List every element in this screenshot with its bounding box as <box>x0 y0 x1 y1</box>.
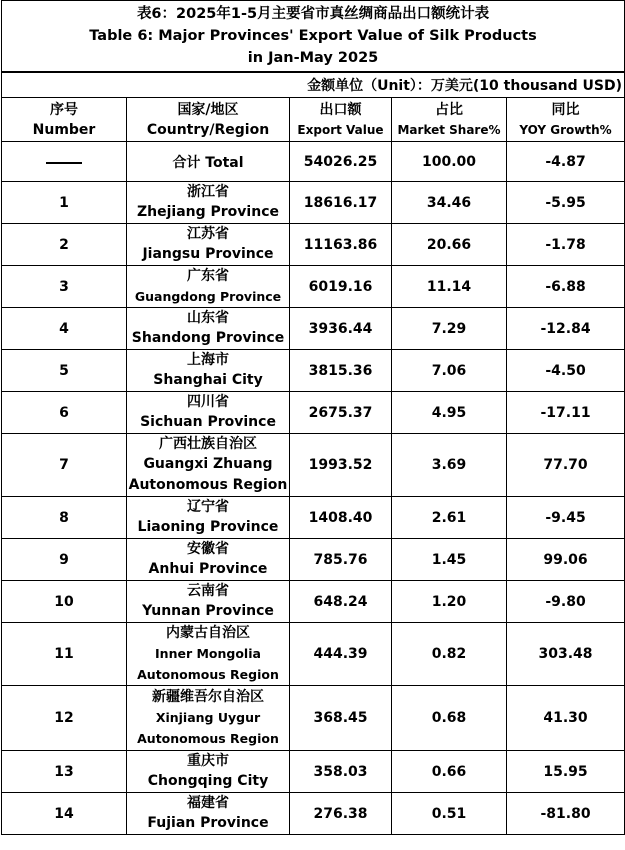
table-row <box>2 182 625 224</box>
table-row <box>2 751 625 793</box>
header-number: 序号 Number <box>2 98 127 142</box>
table-row <box>2 224 625 266</box>
row-region <box>127 686 290 751</box>
row-region <box>127 539 290 581</box>
row-region <box>127 266 290 308</box>
row-region <box>127 497 290 539</box>
row-region <box>127 581 290 623</box>
row-region <box>127 392 290 434</box>
row-number: 7 <box>2 434 127 497</box>
row-export-value: 1993.52 <box>290 434 392 497</box>
row-export-value: 3815.36 <box>290 350 392 392</box>
table-row <box>2 266 625 308</box>
row-export-value: 11163.86 <box>290 224 392 266</box>
region-en: Xinjiang Uygur <box>155 710 261 725</box>
region-zh: 福建省 <box>187 795 229 811</box>
row-number: 11 <box>2 623 127 686</box>
row-export-value: 276.38 <box>290 793 392 835</box>
title-en-line1: Table 6: Major Provinces' Export Value of Silk Products <box>89 28 537 44</box>
row-region <box>127 182 290 224</box>
row-share: 4.95 <box>392 392 507 434</box>
region-en-line2: Autonomous Region <box>128 477 288 493</box>
region-en: Yunnan Province <box>142 603 274 619</box>
row-share: 0.66 <box>392 751 507 793</box>
row-export-value: 358.03 <box>290 751 392 793</box>
region-zh: 上海市 <box>187 352 229 368</box>
row-export-value: 785.76 <box>290 539 392 581</box>
region-en: Liaoning Province <box>137 519 279 535</box>
table-row <box>2 686 625 751</box>
unit-label: 金额单位（Unit）：万美元(10 thousand USD) <box>2 72 625 98</box>
region-zh: 四川省 <box>187 394 229 410</box>
region-zh: 新疆维吾尔自治区 <box>152 689 264 705</box>
region-en: Chongqing City <box>147 773 269 789</box>
row-share: 34.46 <box>392 182 507 224</box>
region-en: Guangxi Zhuang <box>143 456 273 472</box>
table-row <box>2 392 625 434</box>
row-yoy: -12.84 <box>507 308 625 350</box>
row-number: 6 <box>2 392 127 434</box>
row-number: 9 <box>2 539 127 581</box>
row-region <box>127 751 290 793</box>
table-row <box>2 623 625 686</box>
header-yoy-growth: 同比 YOY Growth% <box>507 98 625 142</box>
table-title <box>2 1 625 73</box>
table-row <box>2 793 625 835</box>
title-en-line2: in Jan-May 2025 <box>247 50 379 66</box>
row-export-value: 1408.40 <box>290 497 392 539</box>
row-share: 1.45 <box>392 539 507 581</box>
region-zh: 云南省 <box>187 583 229 599</box>
total-number <box>2 142 127 182</box>
region-zh: 安徽省 <box>187 541 229 557</box>
total-export-value: 54026.25 <box>290 142 392 182</box>
row-number: 1 <box>2 182 127 224</box>
row-yoy: 77.70 <box>507 434 625 497</box>
header-row <box>2 98 625 142</box>
row-share: 7.29 <box>392 308 507 350</box>
region-zh: 山东省 <box>187 310 229 326</box>
table-row <box>2 308 625 350</box>
region-zh: 内蒙古自治区 <box>166 625 250 641</box>
row-yoy: -9.45 <box>507 497 625 539</box>
dash-mark <box>46 162 82 164</box>
row-number: 3 <box>2 266 127 308</box>
row-region <box>127 224 290 266</box>
row-yoy: -9.80 <box>507 581 625 623</box>
table-row <box>2 539 625 581</box>
region-zh: 广西壮族自治区 <box>159 436 257 452</box>
total-share: 100.00 <box>392 142 507 182</box>
row-number: 12 <box>2 686 127 751</box>
region-zh: 浙江省 <box>187 184 229 200</box>
title-zh: 表6：2025年1-5月主要省市真丝绸商品出口额统计表 <box>136 6 490 22</box>
header-region: 国家/地区 Country/Region <box>127 98 290 142</box>
row-export-value: 2675.37 <box>290 392 392 434</box>
total-name: 合计 Total <box>127 142 290 182</box>
row-yoy: -17.11 <box>507 392 625 434</box>
region-en-line2: Autonomous Region <box>137 731 279 746</box>
row-number: 2 <box>2 224 127 266</box>
region-en: Zhejiang Province <box>137 204 279 220</box>
row-number: 4 <box>2 308 127 350</box>
region-zh: 辽宁省 <box>187 499 229 515</box>
row-region <box>127 350 290 392</box>
region-en: Sichuan Province <box>140 414 276 430</box>
region-en: Guangdong Province <box>134 289 282 304</box>
row-export-value: 6019.16 <box>290 266 392 308</box>
row-export-value: 648.24 <box>290 581 392 623</box>
region-zh: 广东省 <box>187 268 229 284</box>
row-yoy: -1.78 <box>507 224 625 266</box>
row-export-value: 444.39 <box>290 623 392 686</box>
title-row <box>2 1 625 73</box>
row-share: 3.69 <box>392 434 507 497</box>
row-number: 10 <box>2 581 127 623</box>
region-en: Fujian Province <box>147 815 269 831</box>
row-share: 0.68 <box>392 686 507 751</box>
region-zh: 重庆市 <box>187 753 229 769</box>
row-yoy: 15.95 <box>507 751 625 793</box>
table-row <box>2 350 625 392</box>
row-region <box>127 434 290 497</box>
row-yoy: 99.06 <box>507 539 625 581</box>
row-number: 8 <box>2 497 127 539</box>
row-yoy: -4.50 <box>507 350 625 392</box>
header-export-value: 出口额 Export Value <box>290 98 392 142</box>
region-en: Shandong Province <box>131 330 285 346</box>
row-yoy: 41.30 <box>507 686 625 751</box>
region-en-line2: Autonomous Region <box>137 667 279 682</box>
row-yoy: -5.95 <box>507 182 625 224</box>
silk-export-table <box>1 0 625 835</box>
row-region <box>127 308 290 350</box>
row-export-value: 3936.44 <box>290 308 392 350</box>
row-share: 7.06 <box>392 350 507 392</box>
region-en: Shanghai City <box>153 372 263 388</box>
region-zh: 江苏省 <box>187 226 229 242</box>
table-row <box>2 497 625 539</box>
row-share: 1.20 <box>392 581 507 623</box>
row-share: 20.66 <box>392 224 507 266</box>
row-number: 13 <box>2 751 127 793</box>
total-row <box>2 142 625 182</box>
row-share: 11.14 <box>392 266 507 308</box>
row-share: 0.51 <box>392 793 507 835</box>
row-share: 0.82 <box>392 623 507 686</box>
row-export-value: 368.45 <box>290 686 392 751</box>
row-yoy: 303.48 <box>507 623 625 686</box>
table-row <box>2 581 625 623</box>
row-export-value: 18616.17 <box>290 182 392 224</box>
region-en: Anhui Province <box>148 561 268 577</box>
row-number: 5 <box>2 350 127 392</box>
row-yoy: -6.88 <box>507 266 625 308</box>
table-row <box>2 434 625 497</box>
row-number: 14 <box>2 793 127 835</box>
row-region <box>127 793 290 835</box>
header-market-share: 占比 Market Share% <box>392 98 507 142</box>
row-share: 2.61 <box>392 497 507 539</box>
row-yoy: -81.80 <box>507 793 625 835</box>
total-yoy: -4.87 <box>507 142 625 182</box>
row-region <box>127 623 290 686</box>
unit-row <box>2 72 625 98</box>
region-en: Inner Mongolia <box>155 646 261 661</box>
region-en: Jiangsu Province <box>142 246 274 262</box>
